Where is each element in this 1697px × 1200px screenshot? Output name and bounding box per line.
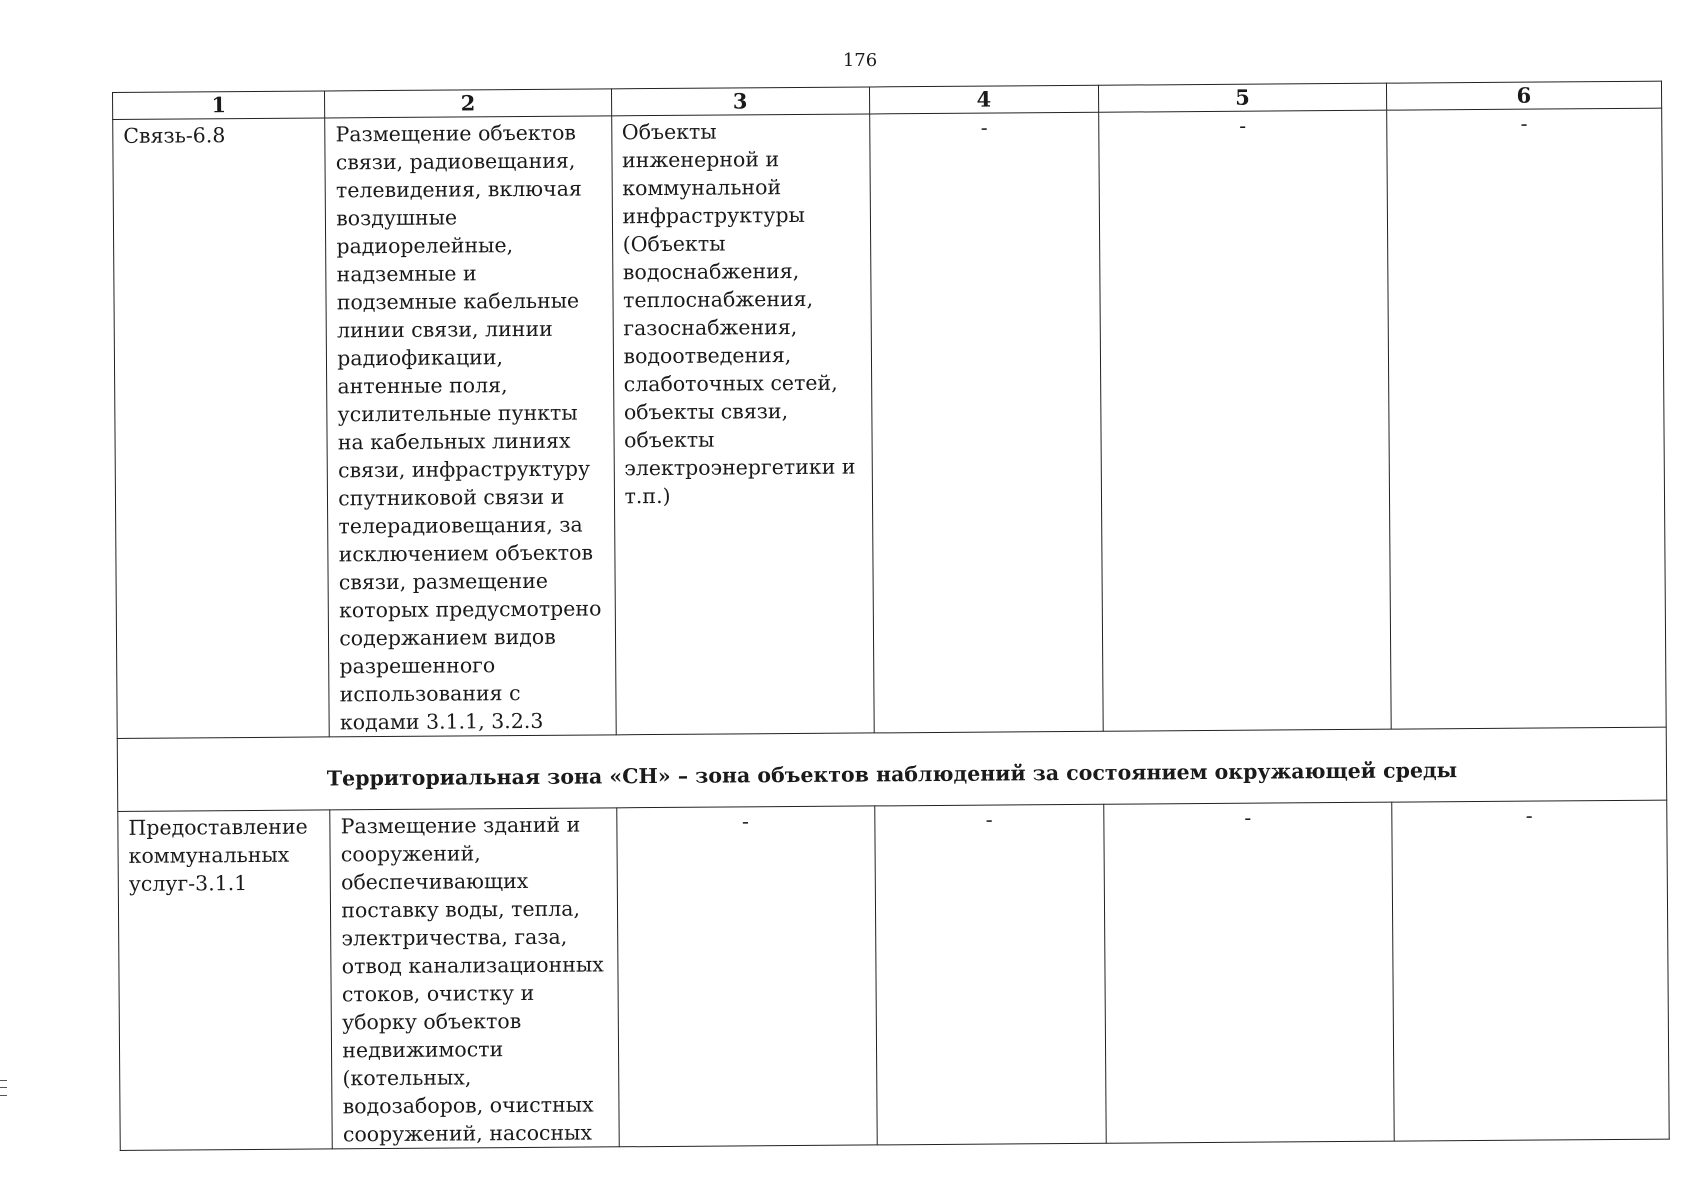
- column-header-4: 4: [869, 85, 1099, 114]
- cell-col5: -: [1104, 802, 1394, 1143]
- column-header-2: 2: [325, 89, 611, 118]
- table-row: [118, 800, 1669, 1150]
- scan-margin-mark: [0, 1080, 7, 1096]
- cell-col6: -: [1386, 108, 1666, 729]
- zone-row: [117, 727, 1666, 811]
- cell-use-description: Размещение объектов связи, радиовещания, телевидения, включая воздушные радиорелейные, надземные и подземные кабельные линии связи, линии радиофикации, антенные поля, усилительные пункты на кабельных линиях связи, инфраструктуру спутниковой связи и телерадиовещания, за исключением объектов связи, размещение которых предусмотрено содержанием видов разрешенного использования с кодами 3.1.1, 3.2.3: [325, 116, 616, 737]
- cell-col4: -: [869, 112, 1103, 733]
- zoning-table: [112, 81, 1670, 1151]
- cell-col3: -: [616, 806, 876, 1147]
- page-number: 176: [842, 50, 878, 71]
- column-header-6: 6: [1386, 81, 1662, 110]
- zone-title: Территориальная зона «СН» – зона объектов наблюдений за состоянием окружающей среды: [117, 727, 1666, 811]
- table-row: [113, 108, 1666, 738]
- column-header-1: 1: [113, 91, 325, 120]
- cell-col6: -: [1391, 800, 1669, 1141]
- cell-col5: -: [1099, 110, 1391, 731]
- column-header-5: 5: [1099, 83, 1387, 112]
- column-header-3: 3: [611, 87, 869, 116]
- cell-use-description: Размещение зданий и сооружений, обеспечивающих поставку воды, тепла, электричества, газа, отвод канализационных стоков, очистку и уборку объектов недвижимости (котельных, водозаборов, очистных сооружений, насосных: [330, 808, 619, 1149]
- cell-col4: -: [874, 804, 1106, 1145]
- table-container: [112, 81, 1670, 1151]
- cell-capital-objects: Объекты инженерной и коммунальной инфраструктуры (Объекты водоснабжения, теплоснабжения, газоснабжения, водоотведения, слаботочных сетей, объекты связи, объекты электроэнергетики и т.п.): [611, 114, 874, 735]
- cell-use-name: Связь-6.8: [113, 118, 330, 739]
- cell-use-name: Предоставление коммунальных услуг-3.1.1: [118, 810, 333, 1151]
